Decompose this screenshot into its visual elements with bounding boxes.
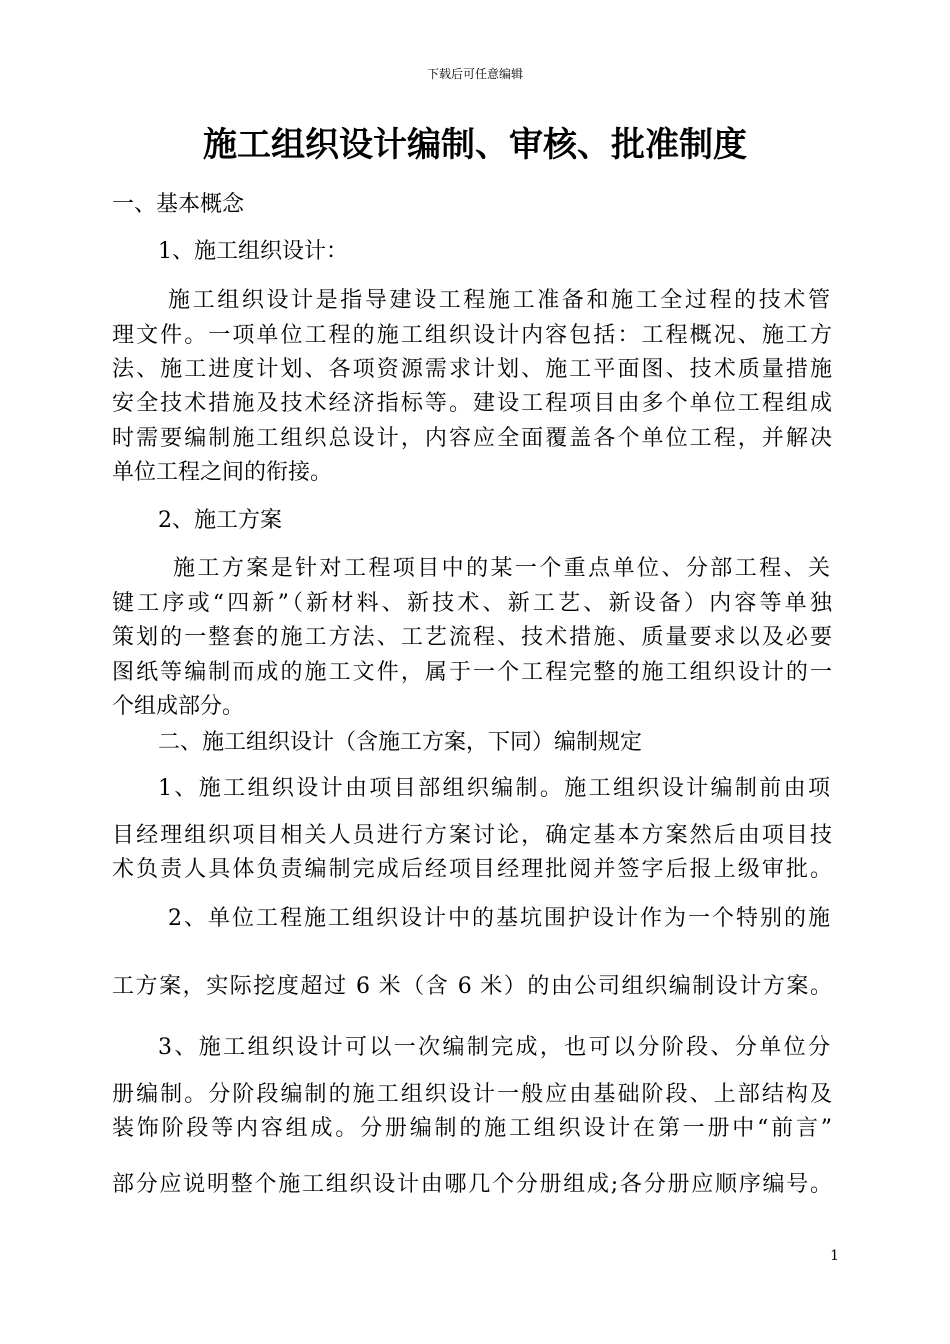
paragraph-line: 策划的一整套的施工方法、工艺流程、技术措施、质量要求以及必要 <box>112 625 832 650</box>
paragraph-line: 术负责人具体负责编制完成后经项目经理批阅并签字后报上级审批。 <box>112 857 832 882</box>
paragraph-line: 1、施工组织设计由项目部组织编制。施工组织设计编制前由项 <box>158 776 830 801</box>
paragraph-line: 目经理组织项目相关人员进行方案讨论，确定基本方案然后由项目技 <box>112 823 832 848</box>
paragraph-line: 工方案，实际挖度超过 6 米（含 6 米）的由公司组织编制设计方案。 <box>112 974 832 999</box>
page-number: 1 <box>830 1248 839 1264</box>
paragraph-line: 装饰阶段等内容组成。分册编制的施工组织设计在第一册中“前言” <box>112 1116 832 1141</box>
paragraph-line: 时需要编制施工组织总设计，内容应全面覆盖各个单位工程，并解决 <box>112 426 832 451</box>
paragraph-line: 法、施工进度计划、各项资源需求计划、施工平面图、技术质量措施 <box>112 357 832 382</box>
paragraph-line: 施工组织设计是指导建设工程施工准备和施工全过程的技术管 <box>168 288 830 313</box>
paragraph-line: 3、施工组织设计可以一次编制完成，也可以分阶段、分单位分 <box>158 1035 830 1060</box>
document-title: 施工组织设计编制、审核、批准制度 <box>203 125 747 165</box>
section-heading-basic-concepts: 一、基本概念 <box>112 192 245 217</box>
paragraph-line: 个组成部分。 <box>112 694 245 719</box>
paragraph-line: 施工方案是针对工程项目中的某一个重点单位、分部工程、关 <box>173 556 830 581</box>
paragraph-line: 图纸等编制而成的施工文件，属于一个工程完整的施工组织设计的一 <box>112 660 832 685</box>
paragraph-line: 册编制。分阶段编制的施工组织设计一般应由基础阶段、上部结构及 <box>112 1082 832 1107</box>
paragraph-line: 键工序或“四新”（新材料、新技术、新工艺、新设备）内容等单独 <box>112 591 832 616</box>
item-heading-construction-plan: 2、施工方案 <box>158 508 282 533</box>
item-heading-construction-organization-design: 1、施工组织设计： <box>158 239 348 264</box>
paragraph-line: 2、单位工程施工组织设计中的基坑围护设计作为一个特别的施 <box>168 906 830 931</box>
page-header: 下载后可任意编辑 <box>426 67 523 81</box>
paragraph-line: 理文件。一项单位工程的施工组织设计内容包括：工程概况、施工方 <box>112 323 832 348</box>
paragraph-line: 单位工程之间的衔接。 <box>112 460 333 485</box>
section-heading-compilation-rules: 二、施工组织设计（含施工方案，下同）编制规定 <box>158 730 643 755</box>
paragraph-line: 部分应说明整个施工组织设计由哪几个分册组成;各分册应顺序编号。 <box>112 1172 832 1197</box>
paragraph-line: 安全技术措施及技术经济指标等。建设工程项目由多个单位工程组成 <box>112 391 832 416</box>
